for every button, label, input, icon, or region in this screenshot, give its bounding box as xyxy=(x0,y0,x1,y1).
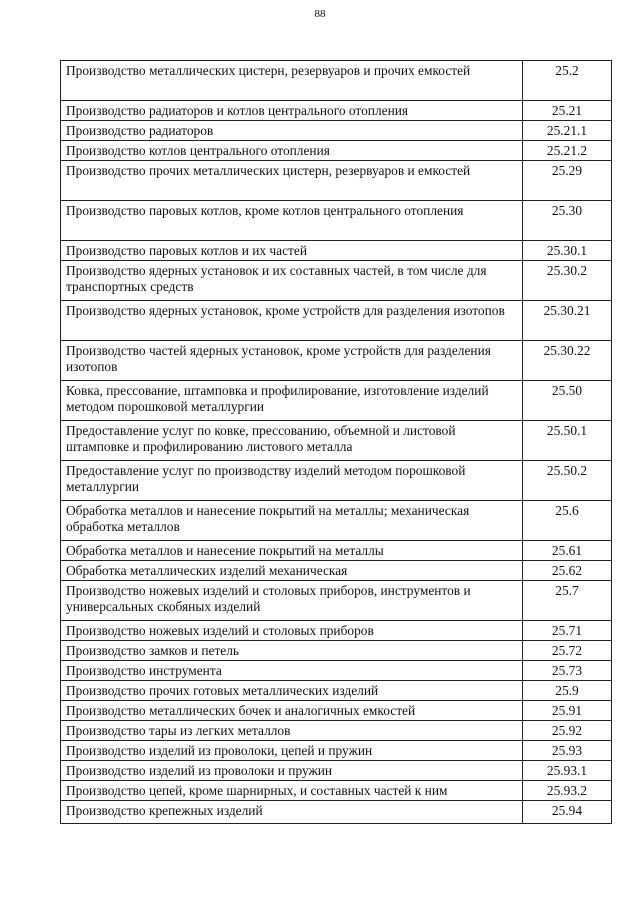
activity-name: Производство изделий из проволоки и пружин xyxy=(61,761,523,781)
activity-code: 25.73 xyxy=(523,661,612,681)
table-row xyxy=(61,501,612,541)
activity-code: 25.50 xyxy=(523,381,612,421)
activity-name: Производство металлических бочек и аналогичных емкостей xyxy=(61,701,523,721)
table-row xyxy=(61,301,612,341)
activity-code: 25.9 xyxy=(523,681,612,701)
table-row xyxy=(61,761,612,781)
activity-code: 25.94 xyxy=(523,801,612,824)
table-row xyxy=(61,121,612,141)
activity-code: 25.30.22 xyxy=(523,341,612,381)
table-row xyxy=(61,101,612,121)
table-row xyxy=(61,681,612,701)
activity-name: Обработка металлов и нанесение покрытий на металлы; механическая обработка металлов xyxy=(61,501,523,541)
activity-code: 25.93.1 xyxy=(523,761,612,781)
activity-code: 25.62 xyxy=(523,561,612,581)
activity-code: 25.72 xyxy=(523,641,612,661)
table-row xyxy=(61,341,612,381)
table-row xyxy=(61,161,612,201)
activity-name: Производство ядерных установок и их составных частей, в том числе для транспортных средств xyxy=(61,261,523,301)
table-row xyxy=(61,201,612,241)
activity-name: Производство частей ядерных установок, кроме устройств для разделения изотопов xyxy=(61,341,523,381)
activity-name: Обработка металлических изделий механическая xyxy=(61,561,523,581)
activity-code: 25.30.21 xyxy=(523,301,612,341)
table-row xyxy=(61,141,612,161)
table-row xyxy=(61,241,612,261)
activity-code: 25.21.1 xyxy=(523,121,612,141)
table-row xyxy=(61,61,612,101)
activity-code: 25.30 xyxy=(523,201,612,241)
activity-name: Производство радиаторов xyxy=(61,121,523,141)
page-number: 88 xyxy=(314,8,326,20)
activity-name: Производство прочих готовых металлических изделий xyxy=(61,681,523,701)
activity-name: Производство ножевых изделий и столовых приборов xyxy=(61,621,523,641)
activity-name: Производство котлов центрального отопления xyxy=(61,141,523,161)
activity-name: Предоставление услуг по производству изделий методом порошковой металлургии xyxy=(61,461,523,501)
activity-name: Производство паровых котлов и их частей xyxy=(61,241,523,261)
activity-code: 25.21.2 xyxy=(523,141,612,161)
activity-code: 25.61 xyxy=(523,541,612,561)
table-row xyxy=(61,741,612,761)
activity-code-table xyxy=(60,60,612,824)
table-row xyxy=(61,581,612,621)
activity-name: Обработка металлов и нанесение покрытий на металлы xyxy=(61,541,523,561)
activity-code: 25.91 xyxy=(523,701,612,721)
activity-name: Ковка, прессование, штамповка и профилирование, изготовление изделий методом порошковой металлургии xyxy=(61,381,523,421)
activity-name: Производство замков и петель xyxy=(61,641,523,661)
activity-name: Производство изделий из проволоки, цепей и пружин xyxy=(61,741,523,761)
activity-code: 25.93 xyxy=(523,741,612,761)
activity-code: 25.6 xyxy=(523,501,612,541)
activity-code: 25.30.1 xyxy=(523,241,612,261)
activity-name: Производство цепей, кроме шарнирных, и составных частей к ним xyxy=(61,781,523,801)
activity-name: Производство ядерных установок, кроме устройств для разделения изотопов xyxy=(61,301,523,341)
activity-code: 25.92 xyxy=(523,721,612,741)
activity-code: 25.21 xyxy=(523,101,612,121)
activity-code: 25.29 xyxy=(523,161,612,201)
activity-code: 25.50.1 xyxy=(523,421,612,461)
activity-name: Производство ножевых изделий и столовых приборов, инструментов и универсальных скобяных изделий xyxy=(61,581,523,621)
table-row xyxy=(61,781,612,801)
activity-name: Производство инструмента xyxy=(61,661,523,681)
activity-code: 25.30.2 xyxy=(523,261,612,301)
table-row xyxy=(61,461,612,501)
activity-code: 25.7 xyxy=(523,581,612,621)
activity-code: 25.71 xyxy=(523,621,612,641)
activity-code: 25.93.2 xyxy=(523,781,612,801)
activity-code: 25.50.2 xyxy=(523,461,612,501)
table-row xyxy=(61,721,612,741)
activity-code: 25.2 xyxy=(523,61,612,101)
activity-name: Производство крепежных изделий xyxy=(61,801,523,824)
table-row xyxy=(61,421,612,461)
activity-name: Производство радиаторов и котлов центрального отопления xyxy=(61,101,523,121)
table-row xyxy=(61,701,612,721)
table-row xyxy=(61,261,612,301)
table-row xyxy=(61,561,612,581)
table-body xyxy=(61,61,612,824)
activity-name: Производство металлических цистерн, резервуаров и прочих емкостей xyxy=(61,61,523,101)
activity-name: Производство прочих металлических цистерн, резервуаров и емкостей xyxy=(61,161,523,201)
table-row xyxy=(61,381,612,421)
table-row xyxy=(61,621,612,641)
activity-name: Предоставление услуг по ковке, прессованию, объемной и листовой штамповке и профилированию листового металла xyxy=(61,421,523,461)
table-row xyxy=(61,641,612,661)
table-row xyxy=(61,661,612,681)
table-row xyxy=(61,541,612,561)
activity-name: Производство тары из легких металлов xyxy=(61,721,523,741)
table-row xyxy=(61,801,612,824)
activity-name: Производство паровых котлов, кроме котлов центрального отопления xyxy=(61,201,523,241)
